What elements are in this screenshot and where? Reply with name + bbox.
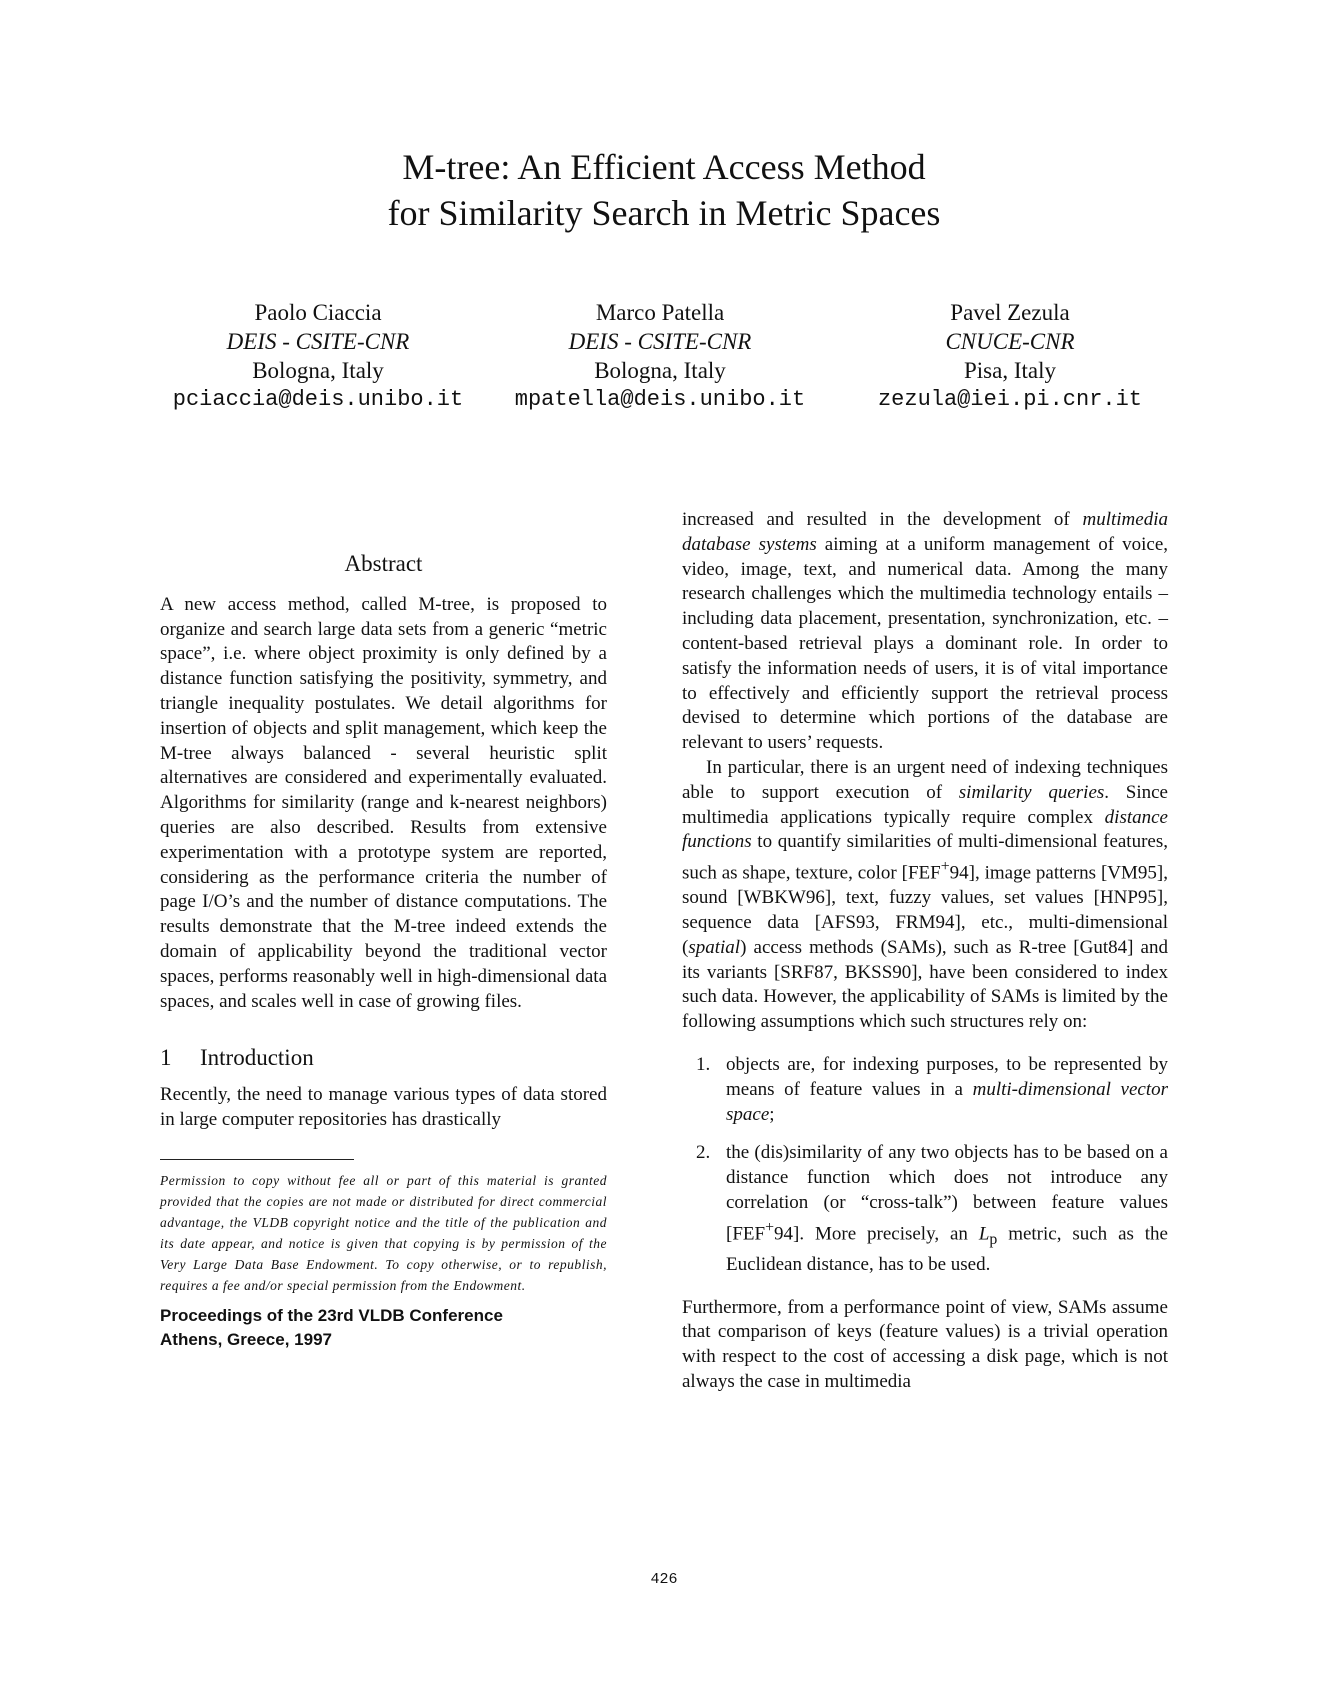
intro-paragraph-3: Furthermore, from a performance point of view, SAMs assume that comparison of keys (feature values) is a trivial operation with respect to the cost of accessing a disk page, which is not always the case in multimedia <box>682 1296 1168 1392</box>
emphasis: L <box>978 1223 990 1245</box>
emphasis: multimedia database systems <box>682 509 1168 555</box>
emphasis: distance functions <box>682 806 1168 853</box>
author-block <box>500 298 820 414</box>
permission-footnote: Permission to copy without fee all or part of this material is granted provided that the copies are not made or distributed for direct commercial advantage, the VLDB copyright notice and the title of the publication and its date appear, and notice is given that copying is by permission of the Very Large Data Base Endowment. To copy otherwise, or to republish, requires a fee and/or special permission from the Endowment. <box>160 1172 607 1293</box>
author-name: Paolo Ciaccia <box>254 300 382 325</box>
author-name: Pavel Zezula <box>950 300 1070 325</box>
list-number: 2. <box>696 1142 711 1164</box>
author-block <box>158 298 478 414</box>
intro-paragraph-continued: increased and resulted in the development of multimedia database systems aiming at a uniform management of voice, video, image, text, and numerical data. Among the many research challenges which the multimedia technology entails – including data placement, presentation, synchronization, etc. – content-based retrieval plays a dominant role. In order to satisfy the information needs of users, it is of vital importance to effectively and efficiently support the retrieval process devised to determine which portions of the database are relevant to users’ requests. <box>682 509 1169 754</box>
author-block <box>850 298 1170 414</box>
proceedings-line-1: Proceedings of the 23rd VLDB Conference <box>160 1305 503 1325</box>
author-email: pciaccia@deis.unibo.it <box>172 387 464 412</box>
left-column <box>160 552 607 1352</box>
emphasis: multi-dimensional vector space <box>726 1078 1168 1125</box>
list-item: 2. the (dis)similarity of any two objects has to be based on a distance function which does not introduce any correlation (or “cross-talk”) between feature values [FEF+94]. More precisely, an $L_p$ metric, such as the Euclidean distance, has to be used. <box>696 1142 1168 1275</box>
author-affiliation: CNUCE-CNR <box>945 329 1075 354</box>
footnote-divider <box>160 1159 354 1160</box>
list-number: 1. <box>696 1054 711 1076</box>
author-affiliation: DEIS - CSITE-CNR <box>568 329 752 354</box>
proceedings-note <box>160 1304 607 1352</box>
assumptions-list <box>682 1053 1168 1278</box>
right-column <box>682 508 1168 1395</box>
author-email: zezula@iei.pi.cnr.it <box>877 387 1143 412</box>
proceedings-line-2: Athens, Greece, 1997 <box>160 1329 332 1349</box>
abstract-heading: Abstract <box>344 551 423 576</box>
author-affiliation: DEIS - CSITE-CNR <box>226 329 410 354</box>
author-location: Pisa, Italy <box>964 358 1056 383</box>
list-item: 1. objects are, for indexing purposes, to be represented by means of feature values in a multi-dimensional vector space; <box>696 1054 1168 1125</box>
page-number: 426 <box>650 1571 678 1588</box>
introduction-lead-paragraph: Recently, the need to manage various types of data stored in large computer repositories has drastically <box>160 1084 607 1130</box>
paper-title <box>0 144 1328 236</box>
intro-paragraph-2: In particular, there is an urgent need of indexing techniques able to support execution of similarity queries. Since multimedia applications typically require complex distance functions to quantify similarities of multi-dimensional features, such as shape, texture, color [FEF+94], image patterns [VM95], sound [WBKW96], text, fuzzy values, set values [HNP95], sequence data [AFS93, FRM94], etc., multi-dimensional (spatial) access methods (SAMs), such as R-tree [Gut84] and its variants [SRF87, BKSS90], have been considered to index such data. However, the applicability of SAMs is limited by the following assumptions which such structures rely on: <box>682 756 1168 1033</box>
abstract-text: A new access method, called M-tree, is proposed to organize and search large data sets from a generic “metric space”, i.e. where object proximity is only defined by a distance function satisfying the positivity, symmetry, and triangle inequality postulates. We detail algorithms for insertion of objects and split management, which keep the M-tree always balanced - several heuristic split alternatives are considered and experimentally evaluated. Algorithms for similarity (range and k-nearest neighbors) queries are also described. Results from extensive experimentation with a prototype system are reported, considering as the performance criteria the number of page I/O’s and the number of distance computations. The results demonstrate that the M-tree indeed extends the domain of applicability beyond the traditional vector spaces, performs reasonably well in high-dimensional data spaces, and scales well in case of growing files. <box>160 593 607 1012</box>
section-heading-introduction <box>160 1046 607 1071</box>
author-location: Bologna, Italy <box>252 358 384 383</box>
emphasis: similarity queries <box>958 781 1105 803</box>
author-location: Bologna, Italy <box>594 358 726 383</box>
title-line-1: M-tree: An Efficient Access Method <box>402 147 926 187</box>
author-name: Marco Patella <box>595 300 725 325</box>
emphasis: spatial <box>688 936 741 958</box>
section-title: Introduction <box>200 1045 314 1071</box>
author-email: mpatella@deis.unibo.it <box>514 387 806 412</box>
section-number: 1 <box>160 1045 172 1071</box>
title-line-2: for Similarity Search in Metric Spaces <box>387 193 941 233</box>
